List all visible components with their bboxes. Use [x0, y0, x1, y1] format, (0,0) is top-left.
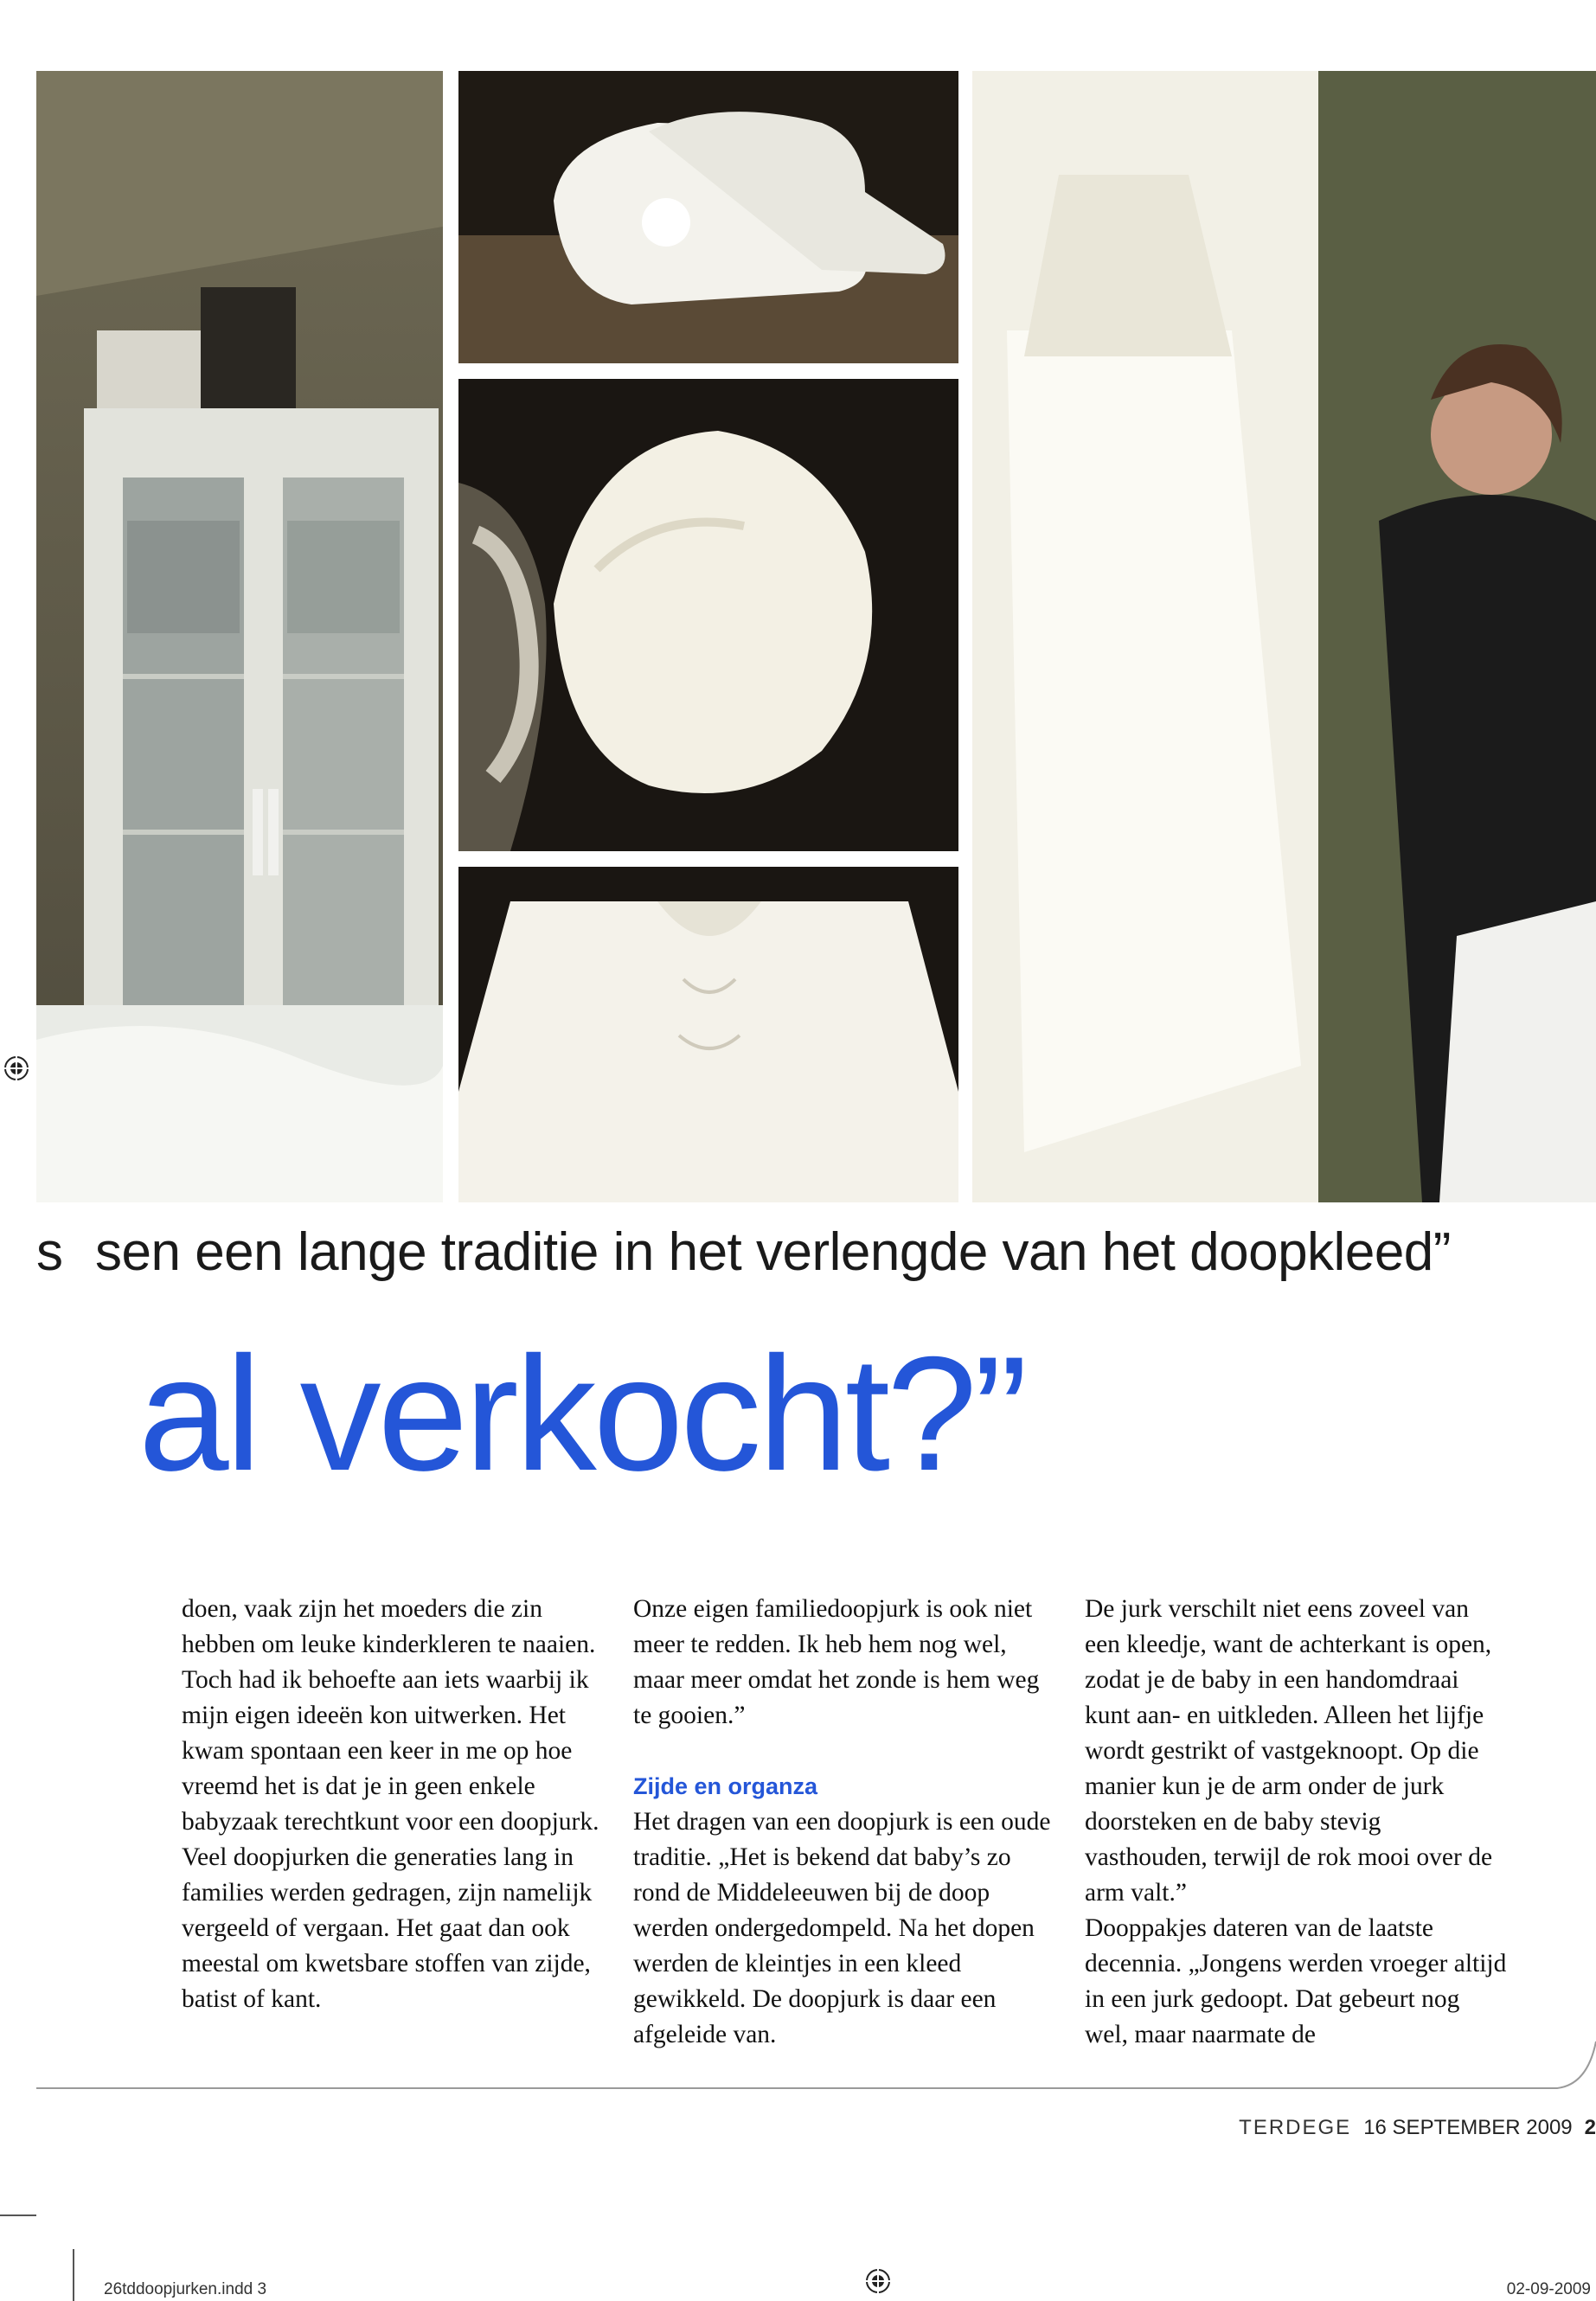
- slug-date: 02-09-2009: [1506, 2280, 1591, 2298]
- silk-bonnet-photo: [458, 379, 958, 851]
- registration-mark-icon: [863, 2266, 893, 2296]
- woman-holding-christening-gown-photo: [972, 71, 1596, 1202]
- column-1-paragraph: doen, vaak zijn het moeders die zin hebben om leuke kinderkleren te naaien. Toch had ik behoefte aan iets waarbij ik mijn eigen ideeën kon uitwerken. Het kwam spontaan een keer in me op hoe vreemd het is dat je in geen enkele babyzaak terechtkunt voor een doopjurk. Veel doopjurken die generaties lang in families werden gedragen, zijn namelijk vergeeld of vergaan. Het gaat dan ook meestal om kwetsbare stoffen van zijde, batist of kant.: [182, 1595, 599, 2013]
- body-column-1: [182, 1592, 606, 2017]
- footer-rule: [0, 1990, 1596, 2111]
- magazine-name: TERDEGE: [1239, 2116, 1352, 2139]
- subheading: Zijde en organza: [633, 1773, 818, 1799]
- issue-date: 16 SEPTEMBER 2009: [1363, 2116, 1573, 2139]
- pull-quote-lead: s: [36, 1222, 63, 1282]
- column-3-paragraph-2: Dooppakjes dateren van de laatste decennia. „Jongens werden vroeger altijd in een jurk gedoopt. Dat gebeurt nog wel, maar naarmate de: [1085, 1914, 1507, 2048]
- slug-filename: 26tddoopjurken.indd 3: [104, 2280, 267, 2298]
- column-3-paragraph-1: De jurk verschilt niet eens zoveel van een kleedje, want de achterkant is open, zodat je de baby in een handomdraai kunt aan- en uitkleden. Alleen het lijfje wordt gestrikt of vastgeknoopt. Op die manier kun je de arm onder de jurk doorsteken en de baby stevig vasthouden, terwijl de rok mooi over de arm valt.”: [1085, 1595, 1493, 1907]
- silk-baby-shoes-photo: [458, 71, 958, 363]
- body-column-2: [633, 1592, 1057, 2053]
- column-2-body: Het dragen van een doopjurk is een oude traditie. „Het is bekend dat baby’s zo rond de Middeleeuwen bij de doop werden ondergedompeld. Na het dopen werden de kleintjes in een kleed gewikkeld. De doopjurk is daar een afgeleide van.: [633, 1808, 1051, 2048]
- crop-mark: [0, 2214, 36, 2216]
- pull-quote-text: sen een lange traditie in het verlengde van het doopkleed”: [95, 1222, 1451, 1282]
- pull-quote: [36, 1221, 1593, 1283]
- christening-coat-photo: [458, 867, 958, 1202]
- headline: al verkocht?”: [138, 1323, 1025, 1504]
- crop-mark: [73, 2249, 74, 2301]
- page-number: 2: [1584, 2116, 1596, 2139]
- bedroom-wardrobe-photo: [36, 71, 443, 1202]
- page-footer: [1239, 2116, 1596, 2140]
- body-column-3: [1085, 1592, 1509, 2053]
- column-2-intro: Onze eigen familiedoopjurk is ook niet meer te redden. Ik heb hem nog wel, maar meer omdat het zonde is hem weg te gooien.”: [633, 1595, 1040, 1729]
- registration-mark-icon: [2, 1054, 31, 1083]
